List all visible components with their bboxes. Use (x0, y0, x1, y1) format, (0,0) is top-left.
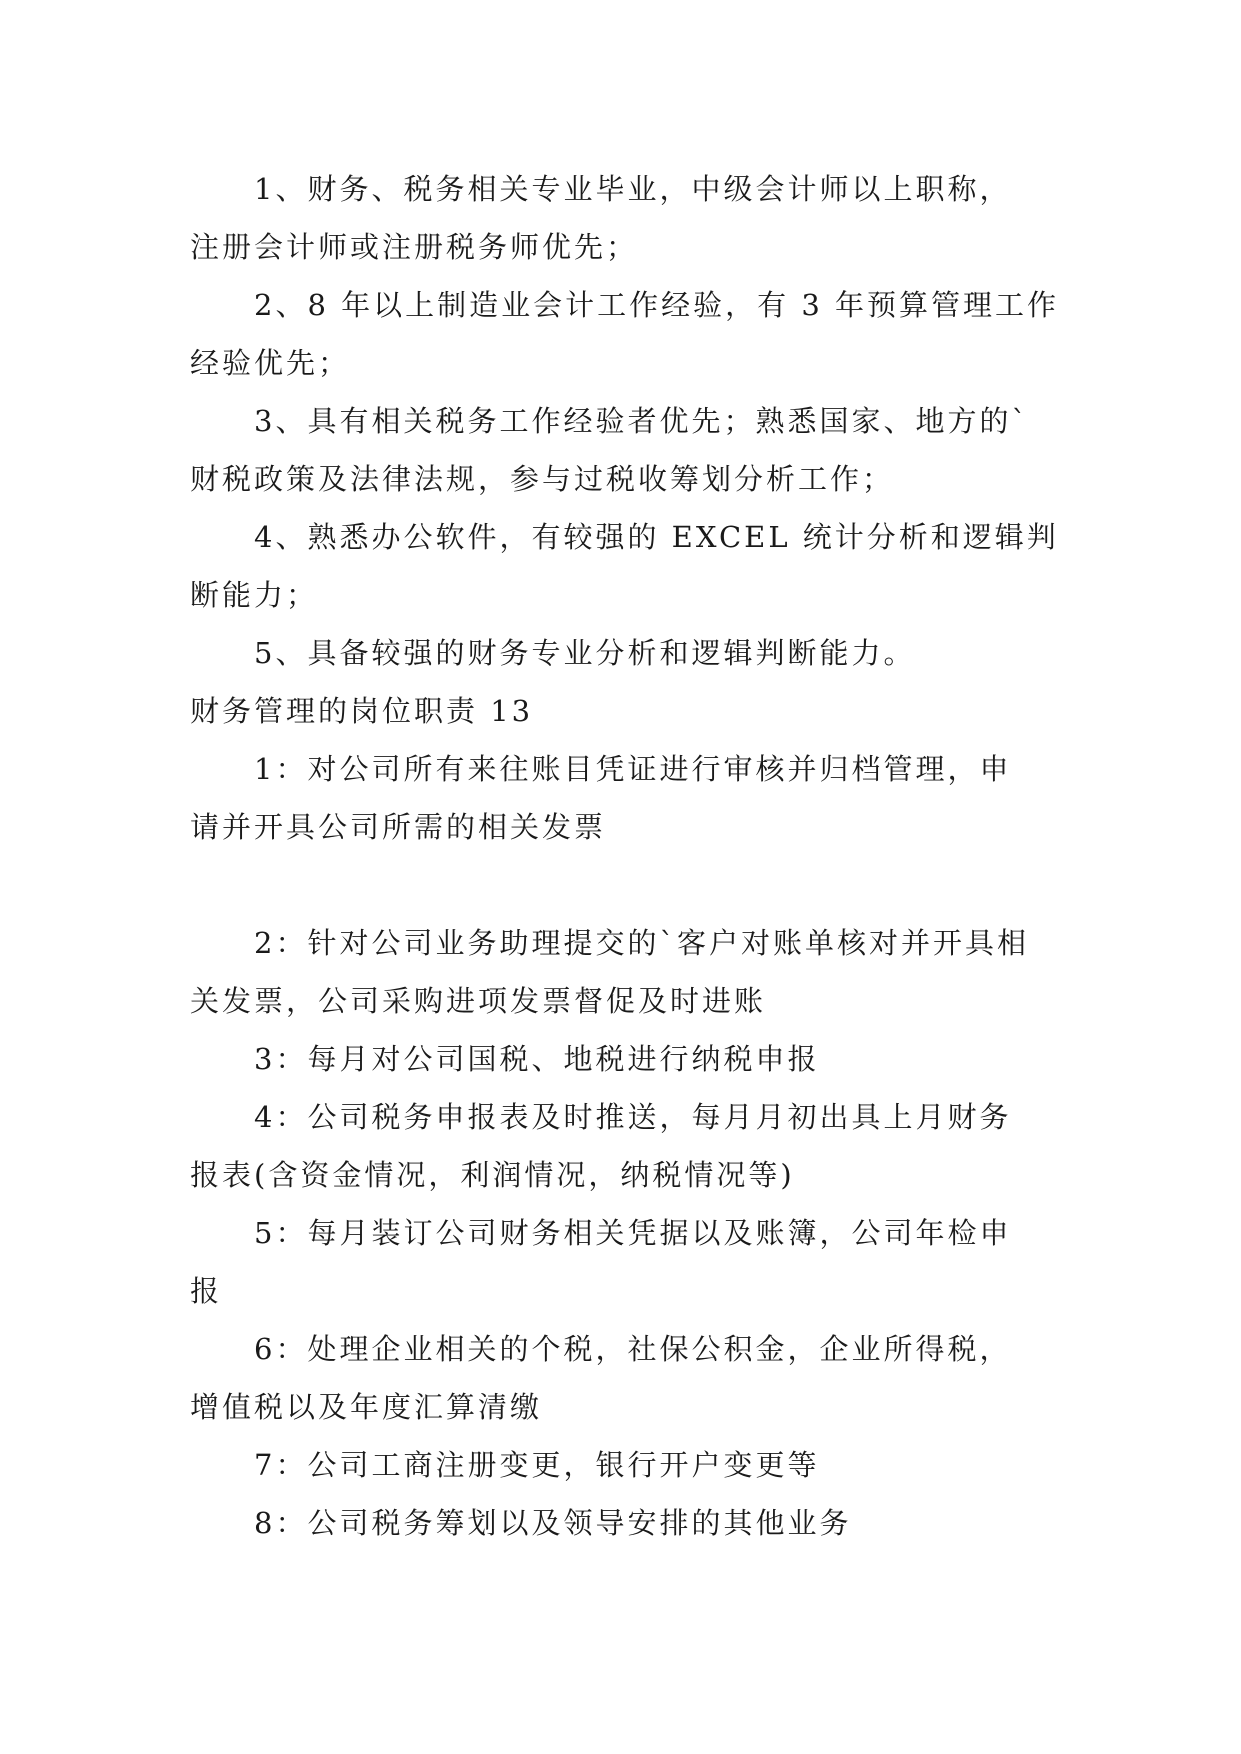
requirement-4-line-2: 断能力； (190, 578, 319, 612)
duty-1-line-2: 请并开具公司所需的相关发票 (190, 810, 607, 844)
duty-6-line-2: 增值税以及年度汇算清缴 (190, 1390, 543, 1424)
requirement-1-line-1: 1、财务、税务相关专业毕业，中级会计师以上职称， (254, 172, 1012, 206)
duty-8-line-1: 8：公司税务筹划以及领导安排的其他业务 (254, 1506, 852, 1540)
paragraph-gap (190, 856, 1052, 914)
requirement-1-line-2: 注册会计师或注册税务师优先； (190, 230, 639, 264)
duty-6-line-1: 6：处理企业相关的个税，社保公积金，企业所得税， (254, 1332, 1012, 1366)
requirement-2-line-2: 经验优先； (190, 346, 351, 380)
requirement-3-line-1: 3、具有相关税务工作经验者优先；熟悉国家、地方的` (254, 404, 1029, 438)
requirement-5-line-1: 5、具备较强的财务专业分析和逻辑判断能力。 (254, 636, 916, 670)
duty-5-line-1: 5：每月装订公司财务相关凭据以及账簿，公司年检申 (254, 1216, 1012, 1250)
requirement-2-line-1: 2、8 年以上制造业会计工作经验，有 3 年预算管理工作 (254, 288, 1060, 322)
duty-4-line-2: 报表(含资金情况，利润情况，纳税情况等) (190, 1158, 795, 1192)
duty-3-line-1: 3：每月对公司国税、地税进行纳税申报 (254, 1042, 820, 1076)
duty-2-line-1: 2：针对公司业务助理提交的`客户对账单核对并开具相 (254, 926, 1029, 960)
document-body (190, 160, 1060, 1552)
requirement-4-line-1: 4、熟悉办公软件，有较强的 EXCEL 统计分析和逻辑判 (254, 520, 1059, 554)
duty-7-line-1: 7：公司工商注册变更，银行开户变更等 (254, 1448, 820, 1482)
duty-2-line-2: 关发票，公司采购进项发票督促及时进账 (190, 984, 767, 1018)
duty-4-line-1: 4：公司税务申报表及时推送，每月月初出具上月财务 (254, 1100, 1012, 1134)
duty-1-line-1: 1：对公司所有来往账目凭证进行审核并归档管理，申 (254, 752, 1012, 786)
section-heading: 财务管理的岗位职责 13 (190, 694, 534, 728)
requirement-3-line-2: 财税政策及法律法规，参与过税收筹划分析工作； (190, 462, 895, 496)
duty-5-line-2: 报 (190, 1274, 223, 1308)
